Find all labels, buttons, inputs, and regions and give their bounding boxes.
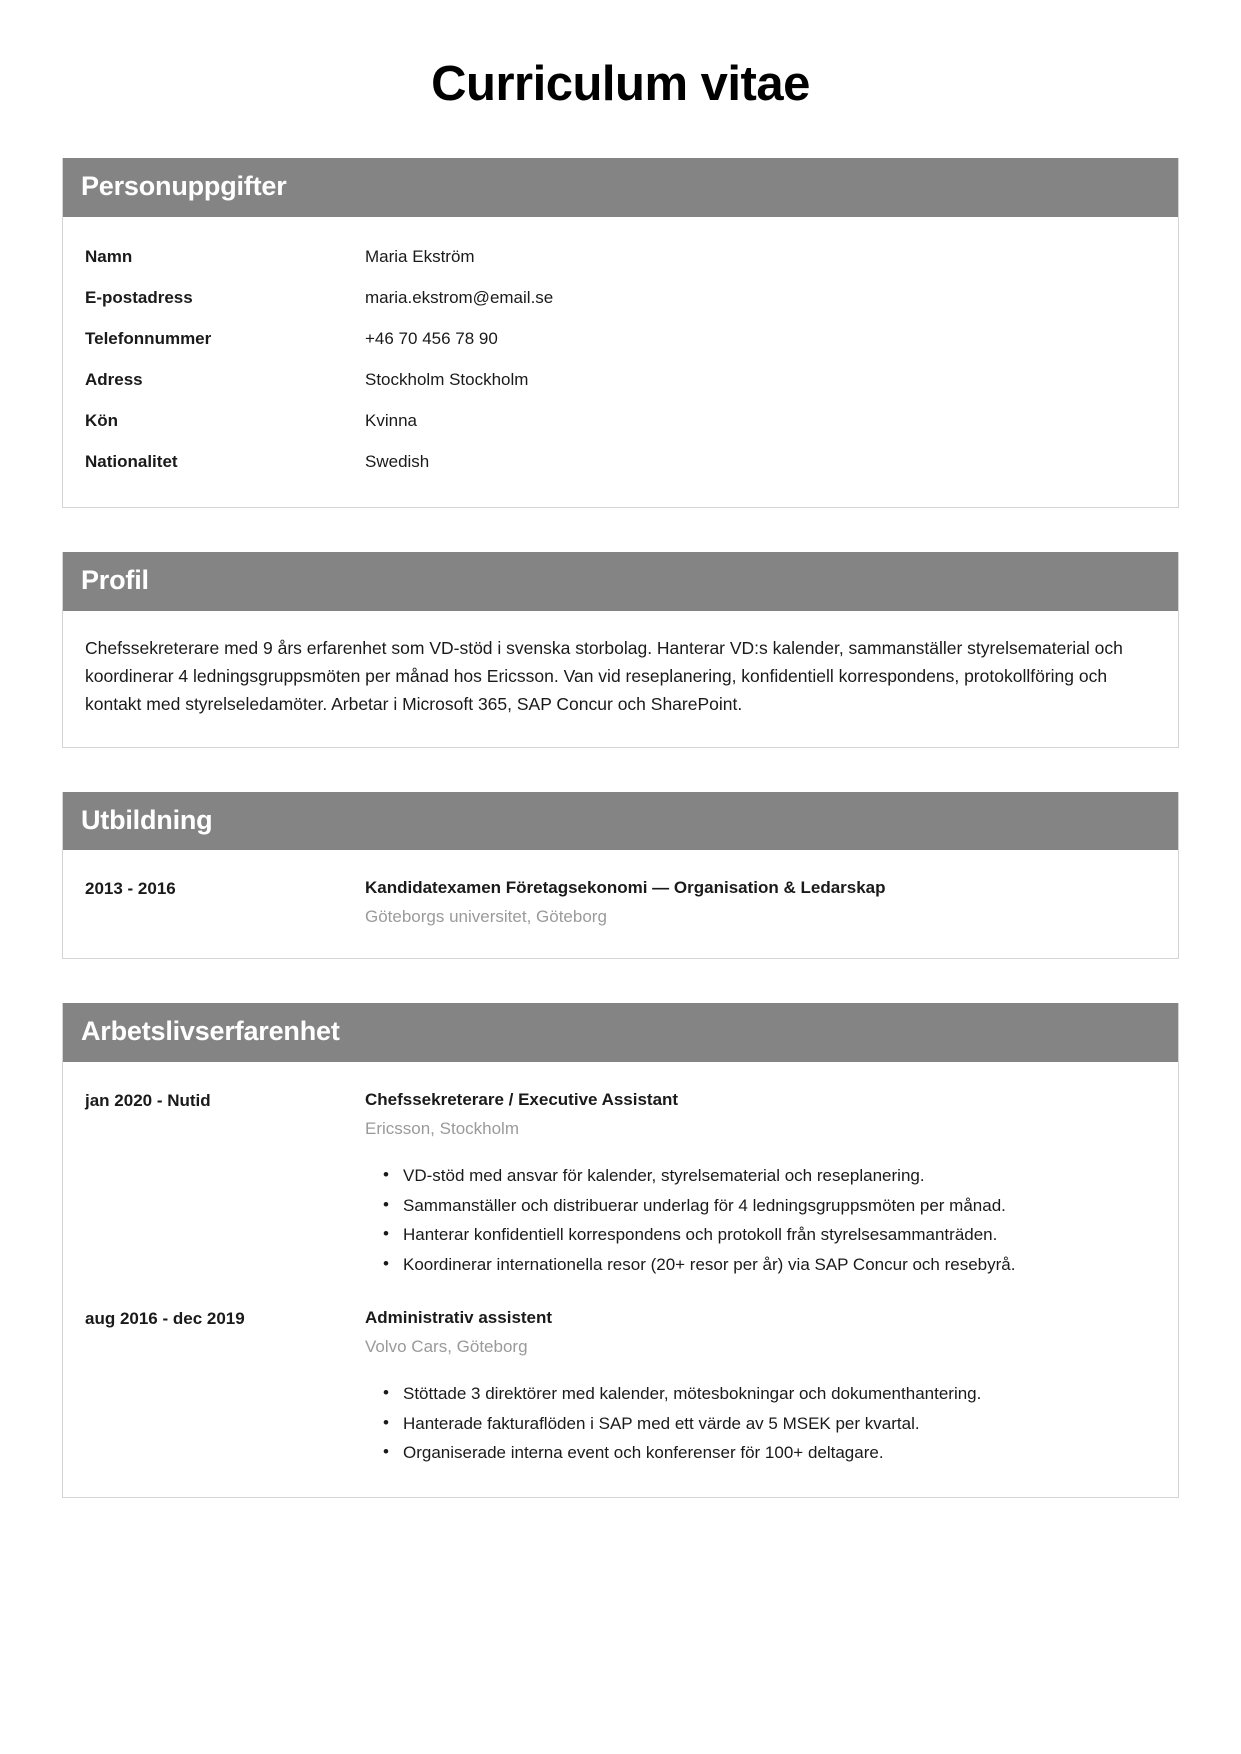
field-label: Kön bbox=[85, 411, 119, 431]
section-heading-text: Profil bbox=[81, 565, 149, 596]
entry-title: Chefssekreterare / Executive Assistant bbox=[365, 1090, 679, 1110]
field-value: Maria Ekström bbox=[365, 247, 475, 267]
field-value: Kvinna bbox=[365, 411, 417, 431]
list-item: • Hanterar konfidentiell korrespondens och protokoll från styrelsesammanträden. bbox=[403, 1221, 1156, 1249]
education-entry bbox=[85, 870, 1156, 934]
section-work-experience bbox=[62, 1003, 1179, 1497]
table-row bbox=[85, 237, 1156, 278]
section-profile bbox=[62, 552, 1179, 748]
section-body-education bbox=[63, 850, 1178, 958]
field-label: Namn bbox=[85, 247, 133, 267]
field-value: maria.ekstrom@email.se bbox=[365, 288, 554, 308]
entry-subtitle: Ericsson, Stockholm bbox=[365, 1118, 519, 1138]
entry-date-range: aug 2016 - dec 2019 bbox=[85, 1309, 245, 1329]
list-item: • Koordinerar internationella resor (20+ resor per år) via SAP Concur och resebyrå. bbox=[403, 1251, 1156, 1279]
entry-date-range: jan 2020 - Nutid bbox=[85, 1091, 211, 1111]
field-label: E-postadress bbox=[85, 288, 193, 308]
entry-date-range: 2013 - 2016 bbox=[85, 879, 176, 899]
experience-entry bbox=[85, 1284, 1156, 1473]
entry-details bbox=[365, 1088, 1156, 1280]
section-heading-text: Arbetslivserfarenhet bbox=[81, 1016, 340, 1047]
field-label: Telefonnummer bbox=[85, 329, 212, 349]
section-education bbox=[62, 792, 1179, 960]
section-body-work-experience bbox=[63, 1062, 1178, 1497]
section-personal-details bbox=[62, 158, 1179, 508]
list-item: • Organiserade interna event och konferenser för 100+ deltagare. bbox=[403, 1439, 1156, 1467]
entry-details bbox=[365, 1306, 1156, 1469]
list-item: • Stöttade 3 direktörer med kalender, mötesbokningar och dokumenthantering. bbox=[403, 1380, 1156, 1408]
list-item: • VD-stöd med ansvar för kalender, styrelsematerial och reseplanering. bbox=[403, 1162, 1156, 1190]
table-row bbox=[85, 401, 1156, 442]
experience-entry bbox=[85, 1082, 1156, 1284]
table-row bbox=[85, 442, 1156, 483]
entry-subtitle: Volvo Cars, Göteborg bbox=[365, 1336, 528, 1356]
field-value: +46 70 456 78 90 bbox=[365, 329, 498, 349]
list-item: • Hanterade fakturaflöden i SAP med ett värde av 5 MSEK per kvartal. bbox=[403, 1410, 1156, 1438]
entry-details bbox=[365, 876, 1156, 930]
section-body-profile bbox=[63, 611, 1178, 747]
section-header-personal-details bbox=[63, 158, 1178, 217]
field-value: Swedish bbox=[365, 452, 430, 472]
list-item: • Sammanställer och distribuerar underlag för 4 ledningsgruppsmöten per månad. bbox=[403, 1192, 1156, 1220]
profile-summary-text: Chefssekreterare med 9 års erfarenhet som VD-stöd i svenska storbolag. Hanterar VD:s kalender, sammanställer styrelsematerial och koordinerar 4 ledningsgruppsmöten per månad hos Ericsson. Van vid reseplanering, konfidentiell korrespondens, protokollföring och kontakt med styrelseledamöter. Arbetar i Microsoft 365, SAP Concur och SharePoint. bbox=[85, 637, 1123, 715]
section-heading-text: Personuppgifter bbox=[81, 171, 287, 202]
field-label: Nationalitet bbox=[85, 452, 178, 472]
entry-bullet-list bbox=[365, 1380, 1156, 1467]
table-row bbox=[85, 278, 1156, 319]
section-header-education bbox=[63, 792, 1178, 851]
entry-bullet-list bbox=[365, 1162, 1156, 1278]
page-title: Curriculum vitae bbox=[431, 57, 810, 111]
field-value: Stockholm Stockholm bbox=[365, 370, 529, 390]
entry-title: Kandidatexamen Företagsekonomi — Organisation & Ledarskap bbox=[365, 878, 886, 898]
table-row bbox=[85, 319, 1156, 360]
field-label: Adress bbox=[85, 370, 143, 390]
section-header-profile bbox=[63, 552, 1178, 611]
section-heading-text: Utbildning bbox=[81, 804, 213, 835]
section-body-personal-details bbox=[63, 217, 1178, 507]
personal-details-table bbox=[85, 237, 1156, 483]
entry-title: Administrativ assistent bbox=[365, 1308, 553, 1328]
entry-subtitle: Göteborgs universitet, Göteborg bbox=[365, 907, 607, 927]
table-row bbox=[85, 360, 1156, 401]
section-header-work-experience bbox=[63, 1003, 1178, 1062]
